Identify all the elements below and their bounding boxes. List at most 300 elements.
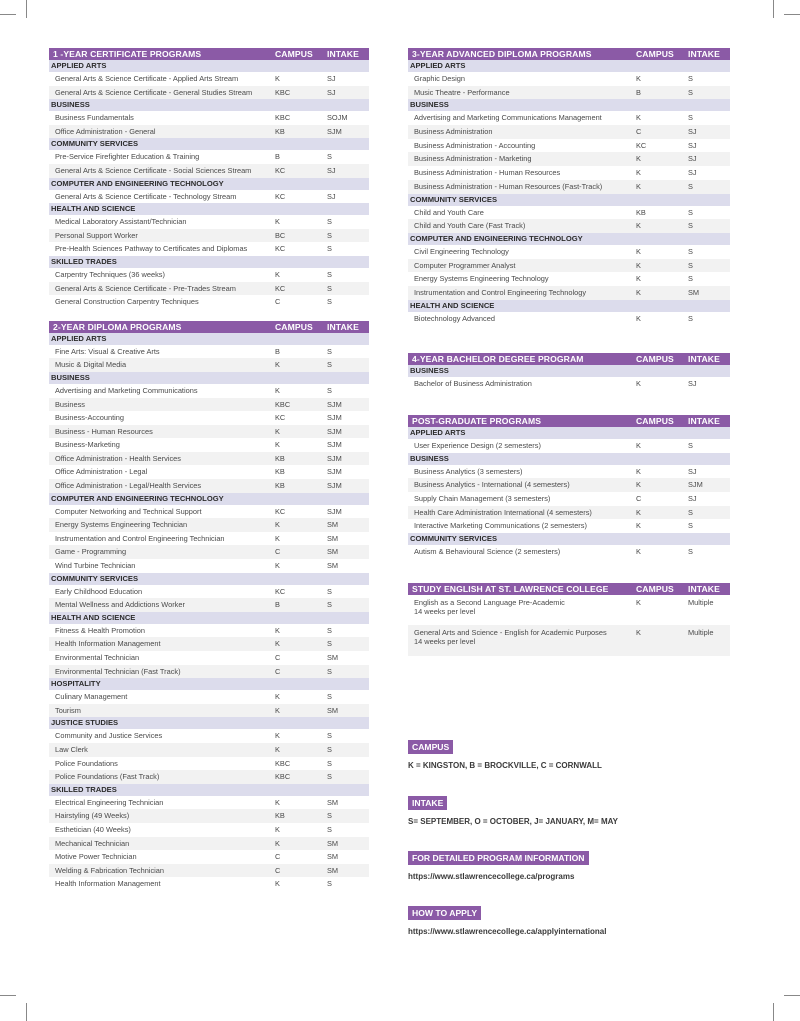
- program-title: Business Administration - Accounting: [414, 140, 536, 150]
- program-name: [414, 598, 636, 616]
- program-campus: B: [275, 346, 280, 356]
- program-name: [55, 398, 275, 412]
- program-campus: K: [636, 246, 641, 256]
- program-intake: S: [688, 507, 693, 517]
- table-title: 2-YEAR DIPLOMA PROGRAMS: [53, 321, 182, 332]
- program-row: [408, 519, 730, 533]
- program-name: [55, 282, 275, 296]
- program-title: Mental Wellness and Addictions Worker: [55, 600, 185, 610]
- program-campus: KB: [275, 481, 285, 491]
- program-name: [55, 190, 275, 204]
- program-intake: SJM: [327, 467, 342, 477]
- program-row: [49, 465, 369, 479]
- program-intake: SJM: [327, 399, 342, 409]
- program-name: [414, 206, 636, 220]
- program-row: [49, 877, 369, 891]
- program-row: [49, 757, 369, 771]
- program-row: [49, 345, 369, 359]
- program-intake: SJ: [688, 154, 697, 164]
- program-title: Business-Marketing: [55, 440, 120, 450]
- program-name: [414, 628, 636, 646]
- program-campus: K: [636, 74, 641, 83]
- category-header: SKILLED TRADES: [49, 784, 369, 796]
- program-row: [49, 86, 369, 100]
- program-row: [408, 86, 730, 100]
- program-title: Office Administration - Health Services: [55, 453, 181, 463]
- program-row: [49, 559, 369, 573]
- program-title: Tourism: [55, 705, 81, 715]
- program-intake: S: [688, 441, 693, 450]
- program-intake: S: [327, 666, 332, 676]
- program-campus: K: [636, 168, 641, 178]
- program-name: [414, 219, 636, 233]
- program-intake: S: [327, 283, 332, 293]
- program-row: [408, 439, 730, 453]
- program-title: Pre-Service Firefighter Education & Training: [55, 152, 200, 162]
- program-campus: KBC: [275, 772, 291, 782]
- program-row: [408, 506, 730, 520]
- category-header: BUSINESS: [408, 99, 730, 111]
- program-title: Office Administration - General: [55, 126, 156, 136]
- program-campus: K: [275, 639, 280, 649]
- program-table: [49, 48, 369, 309]
- program-row: [49, 438, 369, 452]
- program-intake: S: [327, 625, 332, 635]
- program-row: [49, 532, 369, 546]
- program-row: [49, 823, 369, 837]
- program-intake: SM: [327, 852, 339, 862]
- program-row: [408, 152, 730, 166]
- program-title: Environmental Technician (Fast Track): [55, 666, 181, 676]
- program-name: [55, 384, 275, 398]
- program-intake: S: [327, 639, 332, 649]
- program-duration: 14 weeks per level: [414, 637, 476, 647]
- program-intake: S: [688, 74, 693, 83]
- program-campus: B: [275, 152, 280, 162]
- program-name: [55, 637, 275, 651]
- program-intake: S: [688, 274, 693, 284]
- program-intake: S: [688, 521, 693, 531]
- program-campus: K: [275, 705, 280, 715]
- campus-column-header: CAMPUS: [275, 321, 313, 332]
- program-name: [55, 125, 275, 139]
- program-campus: KB: [275, 467, 285, 477]
- program-row: [408, 125, 730, 139]
- program-title: Graphic Design: [414, 74, 465, 83]
- program-campus: K: [275, 744, 280, 754]
- program-name: [414, 439, 636, 453]
- program-title: Energy Systems Engineering Technology: [414, 274, 549, 284]
- program-campus: K: [636, 547, 641, 557]
- program-row: [49, 411, 369, 425]
- program-row: [408, 72, 730, 86]
- program-campus: K: [636, 287, 641, 297]
- program-intake: SJ: [327, 74, 336, 83]
- program-title: Advertising and Marketing Communications: [55, 385, 198, 395]
- category-header: COMMUNITY SERVICES: [408, 194, 730, 206]
- program-campus: K: [275, 74, 280, 83]
- legend-campus: [408, 737, 738, 770]
- program-title: General Arts & Science Certificate - Technology Stream: [55, 191, 237, 201]
- program-intake: S: [327, 269, 332, 279]
- program-title: General Arts and Science - English for Academic Purposes: [414, 628, 607, 638]
- program-title: Computer Programmer Analyst: [414, 260, 516, 270]
- program-title: Law Clerk: [55, 744, 88, 754]
- program-intake: SM: [327, 653, 339, 662]
- crop-mark: [26, 0, 27, 18]
- program-row: [408, 478, 730, 492]
- program-intake: S: [327, 758, 332, 768]
- program-title: User Experience Design (2 semesters): [414, 441, 541, 450]
- category-header: APPLIED ARTS: [408, 60, 730, 72]
- program-row: [49, 598, 369, 612]
- program-campus: K: [636, 260, 641, 270]
- crop-mark: [26, 1003, 27, 1021]
- intake-column-header: INTAKE: [688, 354, 720, 365]
- program-campus: K: [275, 360, 280, 370]
- crop-mark: [773, 1003, 774, 1021]
- program-intake: SJ: [327, 165, 336, 175]
- table-title: STUDY ENGLISH AT ST. LAWRENCE COLLEGE: [412, 583, 609, 594]
- program-intake: SOJM: [327, 113, 348, 123]
- program-title: Wind Turbine Technician: [55, 561, 136, 571]
- program-intake: SJM: [688, 480, 703, 490]
- program-intake: SM: [327, 561, 339, 571]
- category-header: COMPUTER AND ENGINEERING TECHNOLOGY: [49, 493, 369, 505]
- campus-column-header: CAMPUS: [636, 416, 674, 426]
- program-name: [55, 877, 275, 891]
- program-title: Instrumentation and Control Engineering Technology: [414, 287, 587, 297]
- program-row: [408, 377, 730, 391]
- program-name: [414, 259, 636, 273]
- program-name: [55, 229, 275, 243]
- program-title: Child and Youth Care: [414, 207, 484, 217]
- program-name: [55, 411, 275, 425]
- category-header: COMPUTER AND ENGINEERING TECHNOLOGY: [49, 178, 369, 190]
- program-row: [408, 312, 730, 326]
- program-title: Game - Programming: [55, 547, 127, 557]
- program-row: [49, 624, 369, 638]
- program-row: [49, 242, 369, 256]
- program-title: Community and Justice Services: [55, 731, 163, 741]
- program-intake: SJ: [688, 494, 697, 504]
- program-table: [408, 48, 730, 325]
- program-name: [55, 295, 275, 309]
- program-row: [49, 809, 369, 823]
- program-campus: C: [275, 852, 281, 862]
- program-title: General Arts & Science Certificate - Applied Arts Stream: [55, 74, 239, 83]
- program-name: [414, 465, 636, 479]
- program-intake: Multiple: [688, 628, 714, 638]
- program-campus: K: [636, 221, 641, 231]
- program-title: Business-Accounting: [55, 413, 125, 423]
- program-name: [55, 837, 275, 851]
- program-title: Electrical Engineering Technician: [55, 797, 164, 807]
- program-name: [414, 166, 636, 180]
- program-name: [414, 180, 636, 194]
- program-row: [49, 190, 369, 204]
- program-row: [408, 465, 730, 479]
- right-column: [408, 48, 730, 666]
- program-row: [408, 206, 730, 220]
- program-intake: S: [327, 772, 332, 782]
- program-campus: K: [636, 507, 641, 517]
- program-name: [414, 519, 636, 533]
- program-title: Business Administration - Marketing: [414, 154, 532, 164]
- program-name: [414, 478, 636, 492]
- program-row: [49, 505, 369, 519]
- program-name: [414, 377, 636, 391]
- category-header: APPLIED ARTS: [49, 333, 369, 345]
- program-campus: K: [275, 797, 280, 807]
- campus-legend-text: K = KINGSTON, B = BROCKVILLE, C = CORNWALL: [408, 761, 602, 770]
- program-campus: KC: [275, 586, 286, 596]
- program-campus: K: [275, 731, 280, 741]
- program-title: Autism & Behavioural Science (2 semesters): [414, 547, 561, 557]
- program-title: Business Administration - Human Resources: [414, 168, 561, 178]
- program-intake: S: [688, 221, 693, 231]
- program-table: [49, 321, 369, 891]
- category-header: BUSINESS: [408, 365, 730, 377]
- campus-column-header: CAMPUS: [636, 583, 674, 594]
- program-name: [55, 729, 275, 743]
- program-row: [49, 452, 369, 466]
- program-campus: BC: [275, 230, 286, 240]
- program-title: Supply Chain Management (3 semesters): [414, 494, 551, 504]
- program-intake: SM: [327, 797, 339, 807]
- program-row: [408, 219, 730, 233]
- program-campus: KC: [275, 244, 286, 254]
- program-name: [55, 111, 275, 125]
- program-campus: K: [636, 480, 641, 490]
- category-header: JUSTICE STUDIES: [49, 717, 369, 729]
- program-row: [49, 518, 369, 532]
- program-intake: Multiple: [688, 597, 714, 607]
- program-name: [55, 559, 275, 573]
- program-info-label: FOR DETAILED PROGRAM INFORMATION: [408, 851, 589, 865]
- program-title: Music Theatre - Performance: [414, 87, 510, 97]
- program-name: [55, 704, 275, 718]
- program-campus: C: [636, 494, 642, 504]
- program-campus: KBC: [275, 758, 291, 768]
- program-name: [55, 796, 275, 810]
- program-title: General Arts & Science Certificate - Social Sciences Stream: [55, 165, 252, 175]
- program-intake: S: [327, 731, 332, 741]
- left-column: [49, 48, 369, 901]
- program-title: English as a Second Language Pre-Academic: [414, 597, 565, 607]
- program-name: [55, 358, 275, 372]
- program-name: [55, 164, 275, 178]
- program-name: [414, 139, 636, 153]
- program-row: [49, 729, 369, 743]
- program-title: Business - Human Resources: [55, 426, 153, 436]
- program-title: Health Information Management: [55, 879, 161, 889]
- program-title: Personal Support Worker: [55, 230, 138, 240]
- program-campus: KB: [636, 207, 646, 217]
- program-intake: S: [327, 217, 332, 227]
- program-name: [414, 125, 636, 139]
- program-campus: K: [636, 441, 641, 450]
- program-intake: S: [327, 360, 332, 370]
- intake-column-header: INTAKE: [688, 416, 720, 426]
- program-campus: KBC: [275, 113, 291, 123]
- program-intake: SJM: [327, 453, 342, 463]
- program-title: Business Analytics (3 semesters): [414, 466, 523, 476]
- program-campus: K: [636, 466, 641, 476]
- table-title: 1 -YEAR CERTIFICATE PROGRAMS: [53, 49, 202, 59]
- program-title: Biotechnology Advanced: [414, 313, 495, 323]
- program-campus: C: [636, 127, 642, 137]
- program-intake: SJM: [327, 426, 342, 436]
- program-intake: SM: [688, 287, 700, 297]
- program-name: [414, 286, 636, 300]
- program-name: [414, 86, 636, 100]
- program-campus: KB: [275, 811, 285, 821]
- program-title: Health Care Administration International (4 semesters): [414, 507, 592, 517]
- program-row: [408, 180, 730, 194]
- program-campus: KC: [275, 191, 286, 201]
- program-name: [55, 72, 275, 86]
- program-intake: SJ: [327, 191, 336, 201]
- program-name: [55, 345, 275, 359]
- program-campus: KB: [275, 453, 285, 463]
- program-campus: KC: [275, 413, 286, 423]
- program-name: [55, 809, 275, 823]
- program-name: [55, 150, 275, 164]
- program-campus: K: [275, 879, 280, 889]
- intake-legend-label: INTAKE: [408, 796, 447, 810]
- program-title: General Arts & Science Certificate - Pre-Trades Stream: [55, 283, 236, 293]
- program-title: Pre-Health Sciences Pathway to Certificates and Diplomas: [55, 244, 248, 254]
- program-row: [49, 665, 369, 679]
- intake-column-header: INTAKE: [688, 49, 720, 59]
- program-title: Music & Digital Media: [55, 360, 127, 370]
- program-intake: SJM: [327, 506, 342, 516]
- category-header: HOSPITALITY: [49, 678, 369, 690]
- program-row: [49, 282, 369, 296]
- program-row: [49, 545, 369, 559]
- program-name: [55, 690, 275, 704]
- program-row: [49, 637, 369, 651]
- program-name: [55, 598, 275, 612]
- program-name: [55, 850, 275, 864]
- program-title: Business Administration - Human Resources (Fast-Track): [414, 181, 603, 191]
- program-campus: K: [636, 113, 641, 123]
- program-intake: SJ: [688, 127, 697, 137]
- program-title: Office Administration - Legal/Health Services: [55, 481, 202, 491]
- program-row: [49, 384, 369, 398]
- program-name: [55, 465, 275, 479]
- table-title: 4-YEAR BACHELOR DEGREE PROGRAM: [412, 354, 584, 365]
- program-name: [55, 651, 275, 665]
- program-campus: K: [275, 520, 280, 530]
- intake-column-header: INTAKE: [327, 49, 359, 59]
- program-title: Fitness & Health Promotion: [55, 625, 145, 635]
- program-row: [49, 164, 369, 178]
- program-title: Interactive Marketing Communications (2 semesters): [414, 521, 587, 531]
- program-campus: K: [636, 181, 641, 191]
- program-row: [408, 492, 730, 506]
- program-intake: S: [688, 87, 693, 97]
- program-intake: SM: [327, 547, 339, 557]
- program-campus: C: [275, 653, 281, 662]
- program-row: [49, 268, 369, 282]
- campus-column-header: CAMPUS: [636, 354, 674, 365]
- program-title: General Construction Carpentry Techniques: [55, 297, 199, 307]
- program-intake: S: [327, 586, 332, 596]
- program-campus: K: [636, 628, 641, 638]
- program-info-link[interactable]: https://www.stlawrencecollege.ca/programs: [408, 872, 575, 881]
- program-name: [414, 506, 636, 520]
- program-campus: C: [275, 666, 281, 676]
- program-campus: K: [636, 274, 641, 284]
- program-row: [49, 229, 369, 243]
- program-row: [49, 796, 369, 810]
- program-name: [55, 425, 275, 439]
- category-header: BUSINESS: [49, 99, 369, 111]
- program-campus: K: [275, 385, 280, 395]
- program-name: [55, 585, 275, 599]
- category-header: HEALTH AND SCIENCE: [408, 300, 730, 312]
- category-header: HEALTH AND SCIENCE: [49, 612, 369, 624]
- program-name: [55, 743, 275, 757]
- program-name: [55, 438, 275, 452]
- program-title: Business Administration: [414, 127, 493, 137]
- how-to-apply-link[interactable]: https://www.stlawrencecollege.ca/applyinternational: [408, 927, 607, 936]
- program-name: [55, 770, 275, 784]
- program-title: Police Foundations: [55, 758, 118, 768]
- table-header: [408, 583, 730, 595]
- program-campus: KC: [275, 283, 286, 293]
- program-intake: S: [688, 246, 693, 256]
- program-campus: B: [275, 600, 280, 610]
- program-campus: B: [636, 87, 641, 97]
- program-row: [49, 398, 369, 412]
- program-row: [408, 595, 730, 625]
- program-campus: K: [275, 533, 280, 543]
- program-campus: K: [275, 824, 280, 834]
- program-campus: KB: [275, 126, 285, 136]
- program-name: [414, 312, 636, 326]
- table-title: POST-GRADUATE PROGRAMS: [412, 416, 542, 426]
- program-campus: K: [636, 379, 641, 389]
- program-row: [408, 272, 730, 286]
- program-campus: K: [275, 692, 280, 702]
- category-header: BUSINESS: [49, 372, 369, 384]
- program-name: [414, 492, 636, 506]
- program-row: [49, 72, 369, 86]
- program-intake: S: [327, 879, 332, 889]
- program-title: Hairstyling (49 Weeks): [55, 811, 130, 821]
- program-row: [408, 259, 730, 273]
- program-row: [49, 358, 369, 372]
- program-campus: K: [275, 440, 280, 450]
- program-intake: SM: [327, 520, 339, 530]
- program-row: [49, 864, 369, 878]
- program-intake: SM: [327, 533, 339, 543]
- program-name: [55, 532, 275, 546]
- program-name: [55, 518, 275, 532]
- program-intake: SJ: [688, 140, 697, 150]
- program-row: [49, 743, 369, 757]
- program-title: Computer Networking and Technical Support: [55, 506, 202, 516]
- program-title: Welding & Fabrication Technician: [55, 865, 165, 875]
- crop-mark: [784, 995, 800, 996]
- program-title: Medical Laboratory Assistant/Technician: [55, 217, 187, 227]
- program-duration: 14 weeks per level: [414, 606, 476, 616]
- category-header: APPLIED ARTS: [49, 60, 369, 72]
- program-intake: S: [327, 692, 332, 702]
